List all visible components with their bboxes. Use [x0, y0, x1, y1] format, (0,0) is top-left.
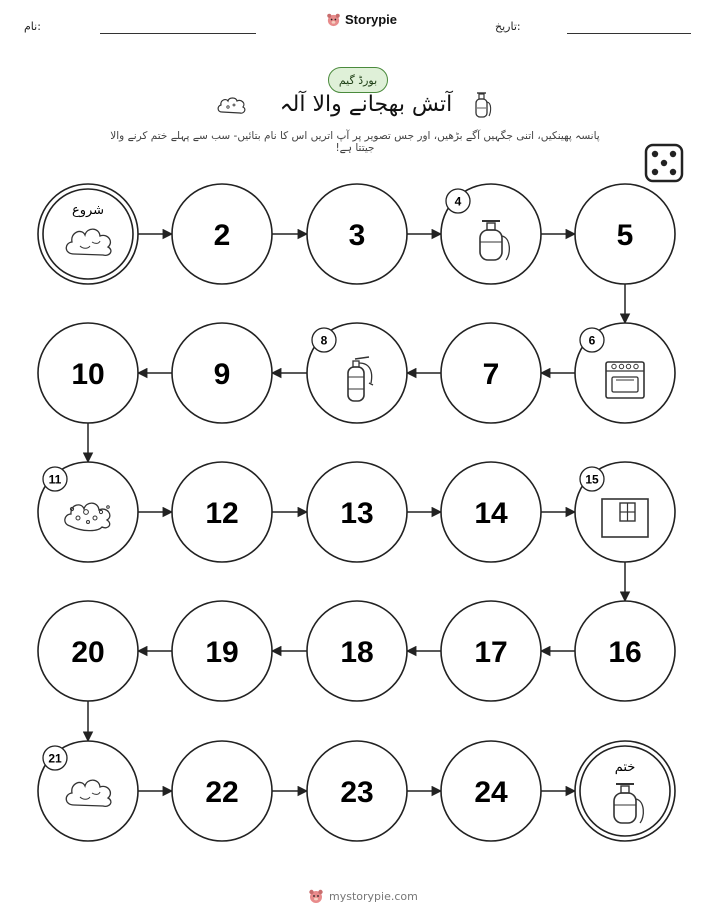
- board-space-4[interactable]: [441, 184, 541, 284]
- board-space-16[interactable]: [575, 601, 675, 701]
- board-space-14[interactable]: [441, 462, 541, 562]
- board-space-13[interactable]: [307, 462, 407, 562]
- space-number: 16: [608, 636, 642, 669]
- space-number: 20: [71, 636, 105, 669]
- instructions-text: پانسہ پھینکیں، اتنی جگہیں آگے بڑھیں، اور جس تصویر پر آپ اتریں اس کا نام بتائیں- سب سے پہلے ختم کرنے والا جیتتا ہے!: [110, 130, 600, 154]
- board-space-23[interactable]: [307, 741, 407, 841]
- start-label: شروع: [71, 203, 105, 218]
- board-space-7[interactable]: [441, 323, 541, 423]
- space-number-badge: 6: [588, 333, 596, 348]
- brand-name: Storypie: [345, 12, 398, 27]
- space-number: 3: [348, 219, 366, 252]
- board-space-9[interactable]: [172, 323, 272, 423]
- space-number-badge: 15: [585, 472, 599, 487]
- page-title: آتش بھجانے والا آلہ: [279, 92, 453, 117]
- space-number: 7: [482, 358, 500, 391]
- space-number: 12: [205, 497, 239, 530]
- board-space-15[interactable]: [575, 462, 675, 562]
- name-label: نام:: [24, 20, 41, 33]
- board-space-17[interactable]: [441, 601, 541, 701]
- space-number-badge: 11: [48, 472, 62, 487]
- space-number: 10: [71, 358, 105, 391]
- start-space[interactable]: [38, 184, 138, 284]
- finish-label: ختم: [614, 760, 636, 775]
- board-space-12[interactable]: [172, 462, 272, 562]
- finish-space[interactable]: [575, 741, 675, 841]
- footer-site: mystorypie.com: [329, 889, 418, 903]
- board-space-5[interactable]: [575, 184, 675, 284]
- space-number: 18: [340, 636, 374, 669]
- board-space-10[interactable]: [38, 323, 138, 423]
- board-space-2[interactable]: [172, 184, 272, 284]
- space-number-badge: 21: [48, 751, 62, 766]
- bear-logo-icon: [308, 888, 324, 904]
- board-space-21[interactable]: [38, 741, 138, 841]
- space-number: 14: [474, 497, 508, 530]
- board-space-8[interactable]: [307, 323, 407, 423]
- board-space-22[interactable]: [172, 741, 272, 841]
- space-number-badge: 4: [454, 194, 462, 209]
- board-space-20[interactable]: [38, 601, 138, 701]
- space-number: 17: [474, 636, 508, 669]
- board-space-6[interactable]: [575, 323, 675, 423]
- space-number: 23: [340, 776, 374, 809]
- space-number: 19: [205, 636, 239, 669]
- board-space-3[interactable]: [307, 184, 407, 284]
- board-space-11[interactable]: [38, 462, 138, 562]
- space-number: 5: [616, 219, 634, 252]
- footer-brand: [308, 888, 418, 904]
- space-number: 24: [474, 776, 508, 809]
- board-space-19[interactable]: [172, 601, 272, 701]
- space-number: 13: [340, 497, 374, 530]
- board-space-24[interactable]: [441, 741, 541, 841]
- space-number: 2: [213, 219, 231, 252]
- date-label: تاریخ:: [495, 20, 521, 33]
- game-type-badge: بورڈ گیم: [328, 67, 388, 93]
- space-number: 9: [213, 358, 231, 391]
- space-number: 22: [205, 776, 239, 809]
- space-number-badge: 8: [320, 333, 328, 348]
- board-space-18[interactable]: [307, 601, 407, 701]
